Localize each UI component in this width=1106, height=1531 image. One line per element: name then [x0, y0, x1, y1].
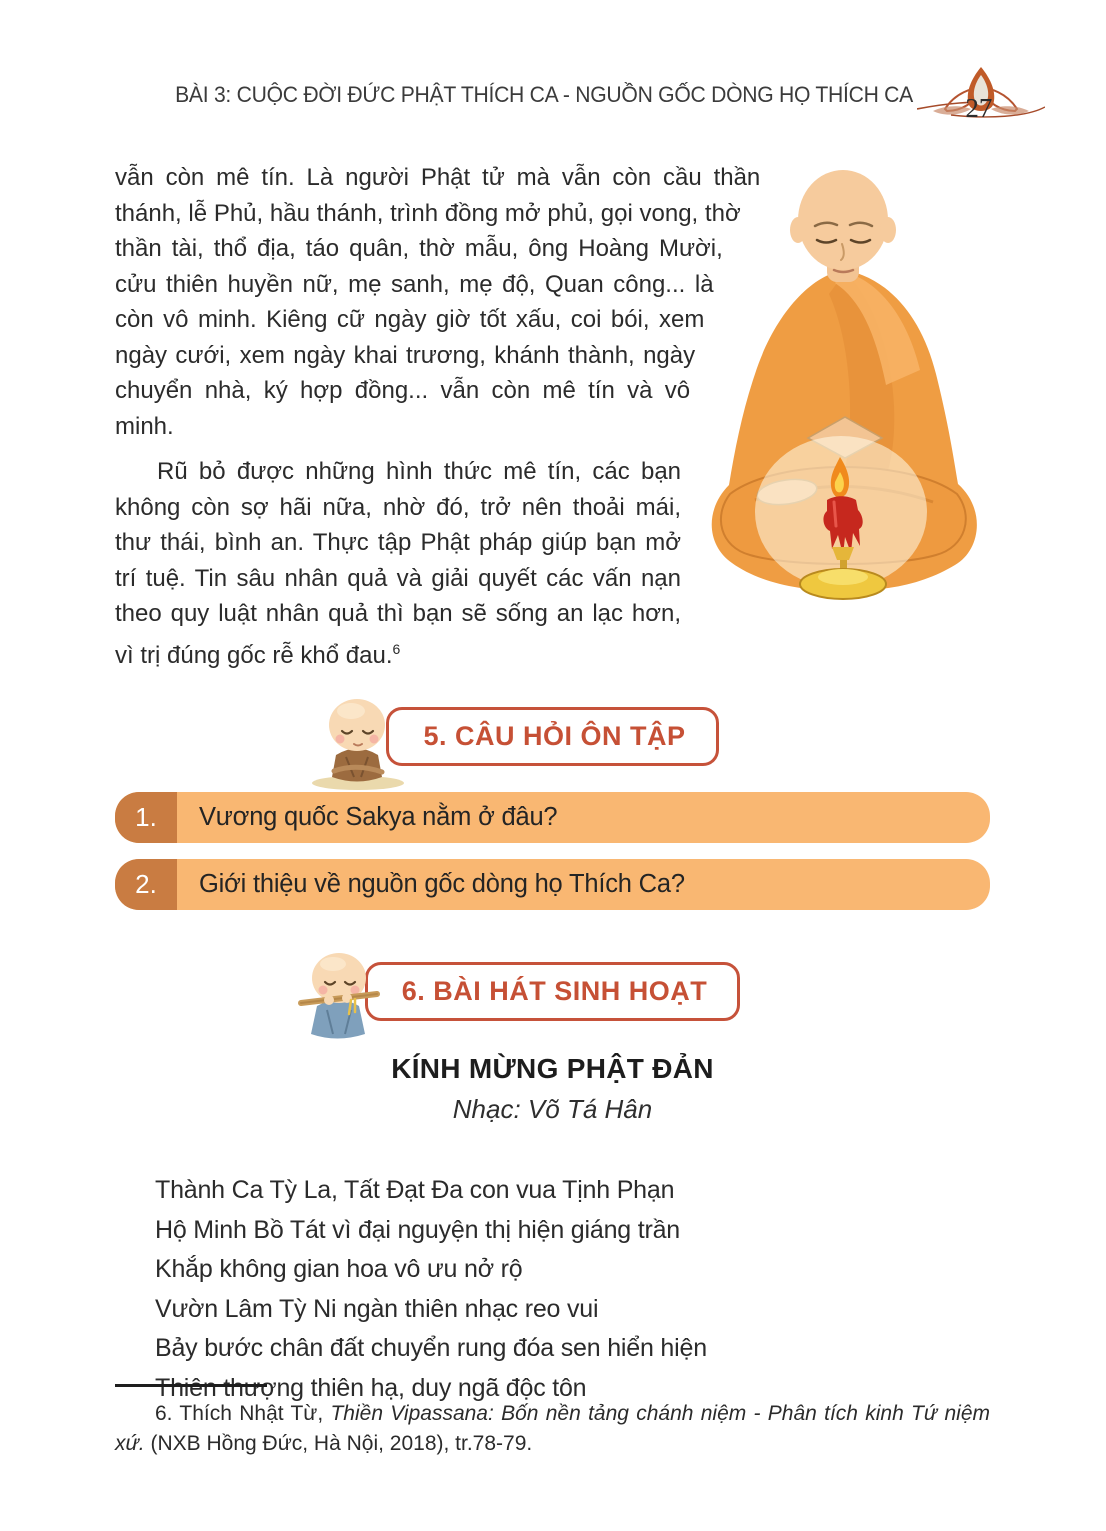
- page-header: [115, 66, 1045, 124]
- section-5-box: [386, 707, 718, 766]
- section-5-banner: [386, 707, 718, 766]
- footnote-book-title: Thiền Vipassana: Bốn nền tảng chánh niệm - Phân tích kinh Tứ niệm xứ.: [115, 1402, 990, 1455]
- section-6-title: 6. BÀI HÁT SINH HOẠT: [401, 976, 708, 1006]
- footnote-marker: 6: [392, 640, 401, 657]
- lyric-line: Thiên thượng thiên hạ, duy ngã độc tôn: [155, 1373, 587, 1402]
- lyric-line: Hộ Minh Bồ Tát vì đại nguyện thị hiện giáng trần: [155, 1215, 680, 1244]
- question-1: [115, 792, 990, 843]
- paragraph-2: Rũ bỏ được những hình thức mê tín, các bạn không còn sợ hãi nữa, nhờ đó, trở nên thoải mái, thư thái, bình an. Thực tập Phật pháp giúp bạn mở trí tuệ. Tin sâu nhân quả và giải quyết các vấn nạn theo quy luật nhân quả thì bạn sẽ sống an lạc hơn, vì trị đúng gốc rễ khổ đau.$^6$: [115, 458, 682, 669]
- song-composer: Nhạc: Võ Tá Hân: [452, 1094, 653, 1124]
- body-text-block: [115, 160, 990, 673]
- lotus-page-ornament: [917, 63, 1045, 127]
- section-6-box: [365, 962, 741, 1021]
- section-6-banner: [365, 962, 741, 1021]
- question-2-number: 2.: [115, 859, 177, 910]
- lyric-line: Bảy bước chân đất chuyển rung đóa sen hiển hiện: [155, 1334, 707, 1362]
- baby-monk-flute-icon: [285, 948, 387, 1046]
- question-2-text: Giới thiệu về nguồn gốc dòng họ Thích Ca?: [199, 870, 685, 898]
- section-5-title: 5. CÂU HỎI ÔN TẬP: [423, 721, 686, 751]
- lyric-line: Thành Ca Tỳ La, Tất Đạt Đa con vua Tịnh Phạn: [155, 1176, 675, 1204]
- song-name: KÍNH MỪNG PHẬT ĐẢN: [391, 1053, 714, 1084]
- chapter-title: BÀI 3: CUỘC ĐỜI ĐỨC PHẬT THÍCH CA - NGUỒN GỐC DÒNG HỌ THÍCH CA: [175, 82, 913, 107]
- footnote: [115, 1384, 990, 1459]
- footnote-text: 6. Thích Nhật Từ, Thiền Vipassana: Bốn nền tảng chánh niệm - Phân tích kinh Tứ niệm xứ. (NXB Hồng Đức, Hà Nội, 2018), tr.78-79.: [115, 1402, 990, 1455]
- lyric-line: Khắp không gian hoa vô ưu nở rộ: [155, 1255, 523, 1283]
- question-1-text: Vương quốc Sakya nằm ở đâu?: [199, 803, 558, 831]
- song-lyrics: [155, 1171, 990, 1408]
- page-number: 27: [965, 93, 993, 123]
- footnote-rule: [115, 1384, 267, 1387]
- paragraph-1: vẫn còn mê tín. Là người Phật tử mà vẫn còn cầu thần thánh, lễ Phủ, hầu thánh, trình đồng mở phủ, gọi vong, thờ thần tài, thổ địa, táo quân, thờ mẫu, ông Hoàng Mười, cửu thiên huyền nữ, mẹ sanh, mẹ độ, Quan công... là còn vô minh. Kiêng cữ ngày giờ tốt xấu, coi bói, xem ngày cưới, xem ngày khai trương, khánh thành, ngày chuyển nhà, ký hợp đồng... vẫn còn mê tín và vô minh.: [115, 164, 761, 440]
- lyric-line: Vườn Lâm Tỳ Ni ngàn thiên nhạc reo vui: [155, 1294, 599, 1323]
- baby-monk-writing-icon: [306, 693, 408, 791]
- question-2: [115, 859, 990, 910]
- question-list: [115, 792, 990, 910]
- question-1-number: 1.: [115, 792, 177, 843]
